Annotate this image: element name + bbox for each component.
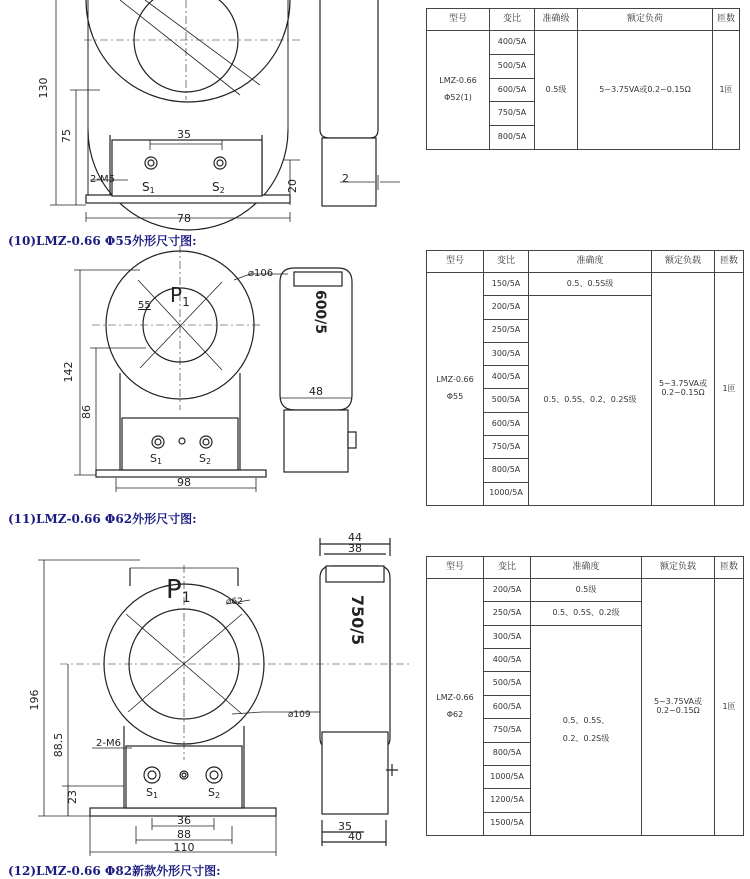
ratio-cell: 600/5A — [484, 412, 529, 435]
ratio-cell: 800/5A — [490, 126, 535, 150]
ratio-cell: 500/5A — [490, 54, 535, 78]
accuracy-cell: 0.5级 — [531, 579, 642, 602]
phi55-center-label: 86 — [80, 405, 93, 419]
table-header: 匝数 — [715, 251, 744, 273]
phi52-s2-label: S2 — [212, 180, 225, 195]
ratio-cell: 300/5A — [484, 342, 529, 365]
phi55-p1-label: $P_1$ — [170, 283, 190, 309]
phi55-s1-label: S1 — [150, 452, 163, 466]
ratio-cell: 300/5A — [484, 625, 531, 648]
phi52-s1-label: S1 — [142, 180, 155, 195]
ratio-cell: 600/5A — [490, 78, 535, 102]
ratio-cell: 800/5A — [484, 742, 531, 765]
ratio-cell: 1000/5A — [484, 765, 531, 788]
ratio-cell: 1500/5A — [484, 812, 531, 835]
phi52-screw-label: 2-M5 — [90, 174, 115, 185]
phi55-spec-table — [426, 250, 744, 506]
table-header: 型号 — [427, 251, 484, 273]
ratio-cell: 200/5A — [484, 579, 531, 602]
phi55-outer-dia-label: ⌀106 — [248, 268, 274, 279]
table-header: 匝数 — [715, 557, 744, 579]
ratio-cell: 500/5A — [484, 672, 531, 695]
ratio-cell: 250/5A — [484, 319, 529, 342]
phi55-height-label: 142 — [62, 361, 75, 383]
burden-cell: 5~3.75VA或0.2~0.15Ω — [578, 31, 713, 150]
phi55-rating-label: 600/5 — [312, 289, 328, 335]
table-header: 准确级 — [535, 9, 578, 31]
ratio-cell: 400/5A — [490, 31, 535, 55]
ratio-cell: 500/5A — [484, 389, 529, 412]
phi55-inner-dia-label: 55 — [138, 300, 151, 311]
phi62-spec-table — [426, 556, 744, 836]
ratio-cell: 400/5A — [484, 649, 531, 672]
phi52-side-view — [320, 0, 400, 206]
model-cell: LMZ-0.66 Φ62 — [427, 579, 484, 836]
ratio-cell: 750/5A — [490, 102, 535, 126]
phi55-front-view — [92, 245, 266, 477]
phi52-base-label: 20 — [286, 179, 299, 193]
turns-cell: 1匝 — [713, 31, 740, 150]
ratio-cell: 1000/5A — [484, 482, 529, 505]
phi82-section-heading: (12)LMZ-0.66 Φ82新款外形尺寸图: — [8, 864, 221, 878]
phi62-bot1-label: 35 — [338, 820, 352, 833]
phi62-screw-label: 2-M6 — [96, 738, 121, 749]
burden-cell: 5~3.75VA或0.2~0.15Ω — [652, 273, 715, 506]
ratio-cell: 250/5A — [484, 602, 531, 625]
turns-cell: 1匝 — [715, 273, 744, 506]
phi62-p1-label: P1 — [166, 575, 191, 606]
phi62-bot2-label: 40 — [348, 830, 362, 843]
ratio-cell: 400/5A — [484, 366, 529, 389]
phi52-width-label: 78 — [177, 212, 191, 225]
phi62-width2-label: 110 — [173, 841, 195, 854]
table-header: 额定负载 — [642, 557, 715, 579]
phi55-s2-label: S2 — [199, 452, 212, 466]
table-header: 额定负荷 — [578, 9, 713, 31]
phi52-height-label: 130 — [37, 77, 50, 99]
accuracy-cell: 0.5、0.5S、0.2级 — [531, 602, 642, 625]
accuracy-cell: 0.5、0.5S级 — [529, 273, 652, 296]
phi62-s2-label: S2 — [208, 786, 221, 800]
phi52-center-label: 75 — [60, 129, 73, 143]
phi62-height-label: 196 — [28, 689, 41, 711]
model-cell: LMZ-0.66 Φ52(1) — [427, 31, 490, 150]
phi52-front-view — [84, 0, 300, 230]
phi62-rating-label: 750/5 — [348, 594, 367, 646]
phi55-width-label: 98 — [177, 476, 191, 489]
phi62-center-label: 88.5 — [52, 732, 65, 758]
phi62-inner-dia-label: ⌀62 — [226, 597, 243, 607]
ratio-cell: 750/5A — [484, 719, 531, 742]
phi52-side-label: 2 — [342, 172, 349, 185]
accuracy-cell: 0.5、0.5S、0.2、0.2S级 — [529, 296, 652, 506]
phi62-outer-dia-label: ⌀109 — [288, 710, 311, 720]
ratio-cell: 150/5A — [484, 273, 529, 296]
turns-cell: 1匝 — [715, 579, 744, 836]
ratio-cell: 750/5A — [484, 436, 529, 459]
phi62-width1-label: 88 — [177, 828, 191, 841]
phi62-top1-label: 44 — [348, 531, 362, 544]
phi62-s1-label: S1 — [146, 786, 159, 800]
table-header: 型号 — [427, 557, 484, 579]
phi62-top2-label: 38 — [348, 542, 362, 555]
table-header: 型号 — [427, 9, 490, 31]
table-header: 变比 — [484, 251, 529, 273]
table-header: 变比 — [484, 557, 531, 579]
ratio-cell: 200/5A — [484, 296, 529, 319]
phi55-depth-label: 48 — [309, 385, 323, 398]
phi62-spacing-label: 36 — [177, 814, 191, 827]
table-header: 额定负载 — [652, 251, 715, 273]
burden-cell: 5~3.75VA或0.2~0.15Ω — [642, 579, 715, 836]
accuracy-cell: 0.5级 — [535, 31, 578, 150]
table-header: 变比 — [490, 9, 535, 31]
phi52-spacing-label: 35 — [177, 128, 191, 141]
phi62-base-label: 23 — [66, 790, 79, 804]
table-header: 准确度 — [531, 557, 642, 579]
ratio-cell: 1200/5A — [484, 789, 531, 812]
table-header: 准确度 — [529, 251, 652, 273]
phi52-spec-table — [426, 8, 740, 150]
table-header: 匝数 — [713, 9, 740, 31]
ratio-cell: 600/5A — [484, 695, 531, 718]
phi55-section-heading: (10)LMZ-0.66 Φ55外形尺寸图: — [8, 234, 197, 248]
ratio-cell: 800/5A — [484, 459, 529, 482]
accuracy-cell: 0.5、0.5S、 0.2、0.2S级 — [531, 625, 642, 835]
model-cell: LMZ-0.66 Φ55 — [427, 273, 484, 506]
phi62-side-view — [320, 538, 398, 846]
phi62-section-heading: (11)LMZ-0.66 Φ62外形尺寸图: — [8, 512, 197, 526]
